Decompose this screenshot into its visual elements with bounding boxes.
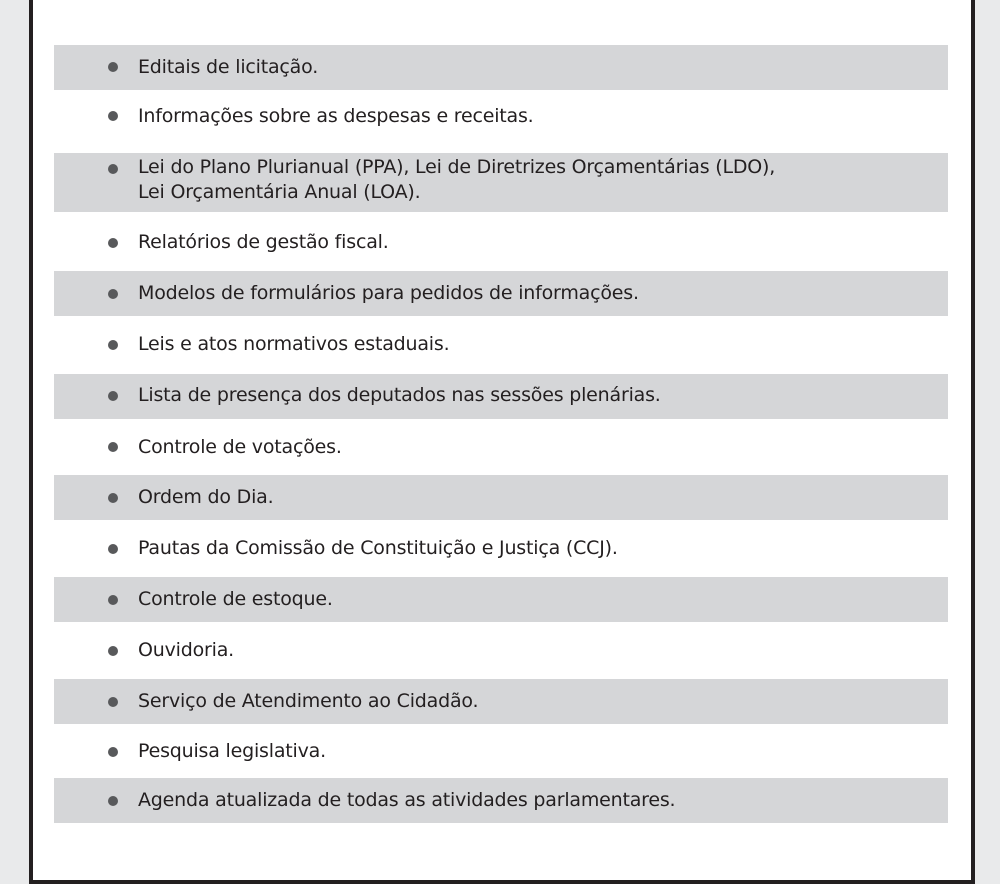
bullet-icon: [108, 238, 118, 248]
bullet-icon: [108, 164, 118, 174]
list-item: [54, 679, 948, 724]
content-panel: [29, 0, 975, 884]
list-item-label: Serviço de Atendimento ao Cidadão.: [138, 690, 479, 712]
list-item-label: Leis e atos normativos estaduais.: [138, 333, 450, 355]
bullet-icon: [108, 747, 118, 757]
list-item: [54, 322, 948, 367]
bullet-icon: [108, 493, 118, 503]
list-item: [54, 577, 948, 622]
list-item: [54, 220, 948, 265]
list-item: [54, 153, 948, 212]
list-item: [54, 94, 948, 139]
bullet-icon: [108, 544, 118, 554]
bullet-icon: [108, 340, 118, 350]
bullet-icon: [108, 391, 118, 401]
bullet-icon: [108, 796, 118, 806]
list-item-label: Pesquisa legislativa.: [138, 740, 326, 762]
list-item-label: Relatórios de gestão fiscal.: [138, 231, 389, 253]
list-item-label: Modelos de formulários para pedidos de informações.: [138, 282, 639, 304]
list-item-label: Ordem do Dia.: [138, 486, 274, 508]
list-item: [54, 778, 948, 823]
bullet-icon: [108, 111, 118, 121]
list-item: [54, 526, 948, 571]
bullet-icon: [108, 62, 118, 72]
bullet-icon: [108, 289, 118, 299]
bullet-icon: [108, 595, 118, 605]
list-item-label: Lista de presença dos deputados nas sessões plenárias.: [138, 384, 661, 406]
list-item: [54, 628, 948, 673]
bullet-icon: [108, 697, 118, 707]
list-item-label: Controle de votações.: [138, 436, 342, 458]
list-item-label: Controle de estoque.: [138, 588, 333, 610]
list-item-label: Ouvidoria.: [138, 639, 234, 661]
list-item-label: Agenda atualizada de todas as atividades parlamentares.: [138, 789, 676, 811]
bullet-icon: [108, 442, 118, 452]
list-item: [54, 45, 948, 90]
list-item: [54, 374, 948, 419]
list-item: [54, 271, 948, 316]
list-item-label: Pautas da Comissão de Constituição e Justiça (CCJ).: [138, 537, 618, 559]
list-item-label: Informações sobre as despesas e receitas.: [138, 105, 534, 127]
list-item: [54, 729, 948, 774]
list-item: [54, 475, 948, 520]
bullet-icon: [108, 646, 118, 656]
list-item: [54, 425, 948, 470]
list-item-label: Editais de licitação.: [138, 56, 319, 78]
list-item-label: Lei do Plano Plurianual (PPA), Lei de Diretrizes Orçamentárias (LDO), Lei Orçamentária Anual (LOA).: [138, 156, 776, 203]
